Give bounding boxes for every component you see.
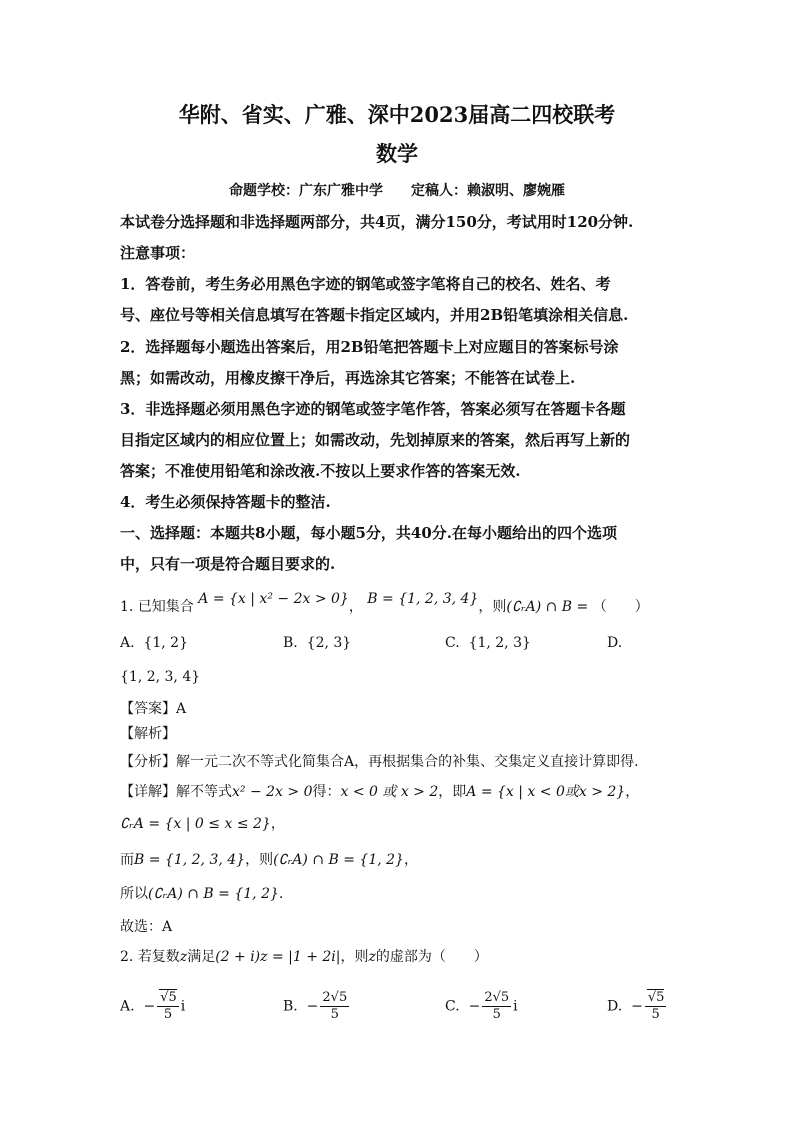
- notice-3a: 3．非选择题必须用黑色字迹的钢笔或签字笔作答，答案必须写在答题卡各题: [120, 400, 626, 418]
- q1-choose: 故选：A: [120, 919, 173, 935]
- notice-2a: 2．选择题每小题选出答案后，用2B铅笔把答题卡上对应题目的答案标号涂: [120, 338, 619, 356]
- notice-2b: 黑；如需改动，用橡皮擦干净后，再选涂其它答案；不能答在试卷上.: [120, 369, 576, 387]
- notice-3c: 答案；不准使用铅笔和涂改液.不按以上要求作答的答案无效.: [120, 462, 521, 480]
- notice-4: 4．考生必须保持答题卡的整洁.: [120, 493, 331, 511]
- q1-set-b: B = {1, 2, 3, 4}: [367, 591, 479, 607]
- q1-then: ，则: [478, 599, 507, 615]
- notice-3b: 目指定区域内的相应位置上；如需改动，先划掉原来的答案，然后再写上新的: [120, 431, 631, 449]
- q1-analysis-tag: 【解析】: [120, 726, 176, 742]
- q1-option-d-label: D.: [607, 635, 623, 651]
- q2-stem: 2. 若复数z满足(2 + i)z = |1 + 2i|，则z的虚部为（ ）: [120, 949, 488, 965]
- q2-option-b: B. − $\frac{2√5}{5}$: [283, 990, 348, 1022]
- q2-option-d: D. − $\frac{√5}{5}$: [607, 990, 665, 1022]
- q1-set-a: A = {x | x² − 2x > 0}: [198, 591, 349, 607]
- q1-number: 1.: [120, 599, 134, 615]
- q2-option-a: A. − $\frac{√5}{5}$ i: [120, 990, 186, 1022]
- q1-option-b: B. {2, 3}: [283, 635, 352, 651]
- q1-suoyi: 所以(∁ᵣA) ∩ B = {1, 2}.: [120, 886, 284, 902]
- q1-stem: 1. 已知集合 A = {x | x² − 2x > 0}， B = {1, 2, 3, 4}，则(∁ᵣA) ∩ B = （ ）: [120, 591, 649, 615]
- intro-line: 本试卷分选择题和非选择题两部分，共4页，满分150分，考试用时120分钟.: [120, 213, 634, 231]
- exam-title: 华附、省实、广雅、深中2023届高二四校联考: [178, 102, 616, 127]
- q1-fenxi: 【分析】解一元二次不等式化简集合A，再根据集合的补集、交集定义直接计算即得.: [120, 754, 639, 770]
- q1-answer: 【答案】A: [120, 701, 187, 717]
- notice-1b: 号、座位号等相关信息填写在答题卡指定区域内，并用2B铅笔填涂相关信息.: [120, 306, 629, 324]
- q1-ask: (∁ᵣA) ∩ B =: [506, 599, 589, 615]
- q1-option-d-value: {1, 2, 3, 4}: [120, 669, 201, 685]
- q1-option-a: A. {1, 2}: [120, 635, 188, 651]
- q1-er: 而B = {1, 2, 3, 4}，则(∁ᵣA) ∩ B = {1, 2}，: [120, 852, 418, 868]
- section-heading-a: 一、选择题：本题共8小题，每小题5分，共40分.在每小题给出的四个选项: [120, 524, 617, 542]
- notice-heading: 注意事项：: [120, 244, 196, 262]
- q2-option-c: C. − $\frac{2√5}{5}$ i: [445, 990, 518, 1022]
- exam-meta: 命题学校：广东广雅中学 定稿人：赖淑明、廖婉雁: [229, 183, 565, 199]
- q1-blank: （ ）: [592, 599, 649, 615]
- subject-title: 数学: [376, 141, 418, 166]
- q1-stem-prefix: 已知集合: [137, 599, 194, 615]
- q1-xiangjie: 【详解】解不等式x² − 2x > 0得：x < 0 或 x > 2，即A = {x | x < 0或x > 2}，: [120, 784, 640, 800]
- q1-option-c: C. {1, 2, 3}: [445, 635, 531, 651]
- q1-complement: ∁ᵣA = {x | 0 ≤ x ≤ 2}，: [120, 816, 285, 832]
- notice-1a: 1．答卷前，考生务必用黑色字迹的钢笔或签字笔将自己的校名、姓名、考: [120, 275, 611, 293]
- section-heading-b: 中，只有一项是符合题目要求的.: [120, 555, 336, 573]
